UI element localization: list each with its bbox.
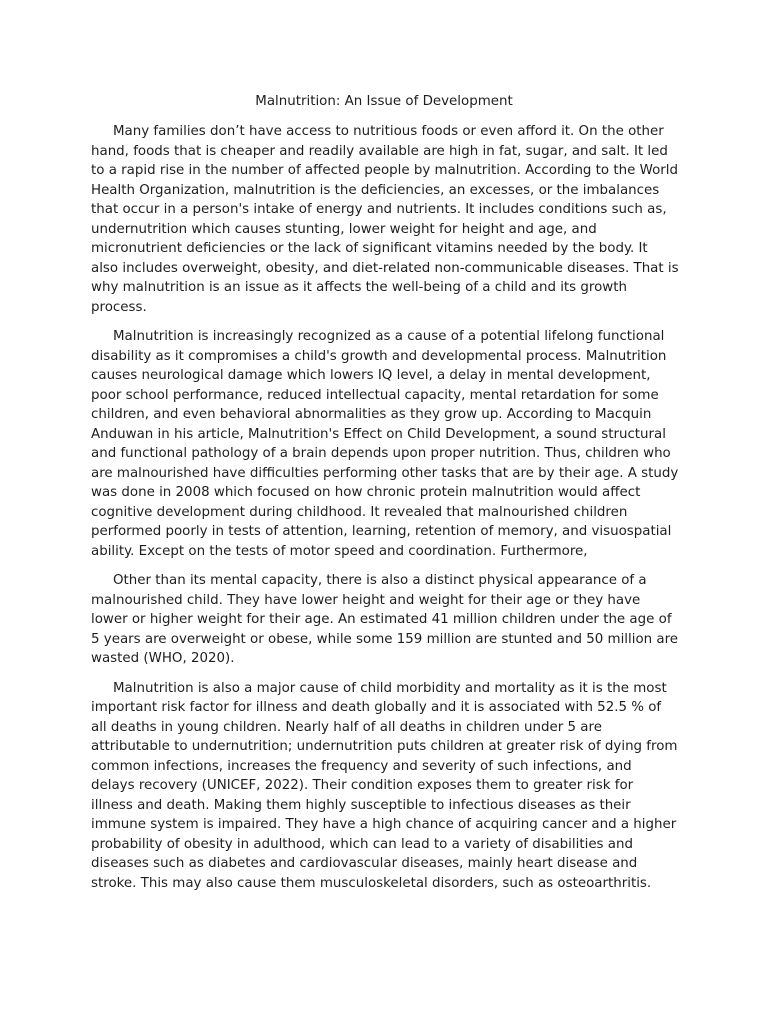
document-body: [91, 122, 679, 903]
paragraph-1: Many families don’t have access to nutritious foods or even afford it. On the other hand, foods that is cheaper and readily available are high in fat, sugar, and salt. It led to a rapid rise in the number of affected people by malnutrition. According to the World Health Organization, malnutrition is the deficiencies, an excesses, or the imbalances that occur in a person's intake of energy and nutrients. It includes conditions such as, undernutrition which causes stunting, lower weight for height and age, and micronutrient deficiencies or the lack of significant vitamins needed by the body. It also includes overweight, obesity, and diet-related non-communicable diseases. That is why malnutrition is an issue as it affects the well-being of a child and its growth process.: [91, 124, 679, 315]
paragraph-2: Malnutrition is increasingly recognized as a cause of a potential lifelong functional disability as it compromises a child's growth and developmental process. Malnutrition causes neurological damage which lowers IQ level, a delay in mental development, poor school performance, reduced intellectual capacity, mental retardation for some children, and even behavioral abnormalities as they grow up. According to Macquin Anduwan in his article, Malnutrition's Effect on Child Development, a sound structural and functional pathology of a brain depends upon proper nutrition. Thus, children who are malnourished have difficulties performing other tasks that are by their age. A study was done in 2008 which focused on how chronic protein malnutrition would affect cognitive development during childhood. It revealed that malnourished children performed poorly in tests of attention, learning, retention of memory, and visuospatial ability. Except on the tests of motor speed and coordination. Furthermore,: [91, 329, 679, 559]
paragraph-4: Malnutrition is also a major cause of child morbidity and mortality as it is the most important risk factor for illness and death globally and it is associated with 52.5 % of all deaths in young children. Nearly half of all deaths in children under 5 are attributable to undernutrition; undernutrition puts children at greater risk of dying from common infections, increases the frequency and severity of such infections, and delays recovery (UNICEF, 2022). Their condition exposes them to greater risk for illness and death. Making them highly susceptible to infectious diseases as their immune system is impaired. They have a high chance of acquiring cancer and a higher probability of obesity in adulthood, which can lead to a variety of disabilities and diseases such as diabetes and cardiovascular diseases, mainly heart disease and stroke. This may also cause them musculoskeletal disorders, such as osteoarthritis.: [91, 680, 678, 891]
document-title: Malnutrition: An Issue of Development: [255, 94, 513, 109]
paragraph-3: Other than its mental capacity, there is also a distinct physical appearance of a malnourished child. They have lower height and weight for their age or they have lower or higher weight for their age. An estimated 41 million children under the age of 5 years are overweight or obese, while some 159 million are stunted and 50 million are wasted (WHO, 2020).: [91, 573, 679, 666]
